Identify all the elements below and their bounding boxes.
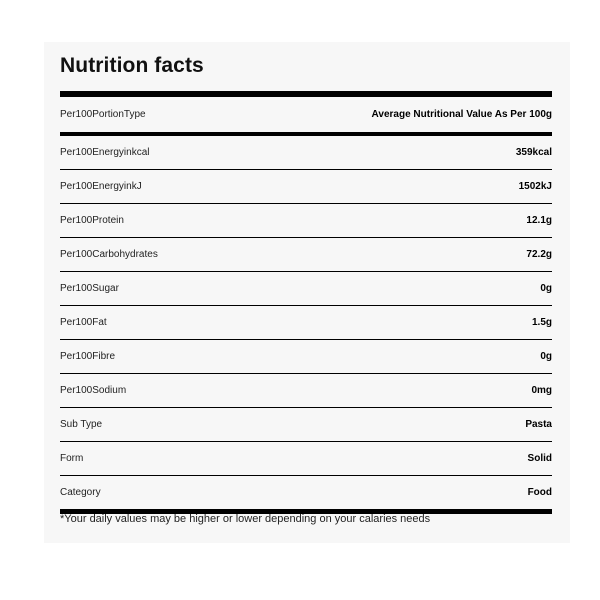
row-label: Form (60, 453, 84, 464)
row-label: Sub Type (60, 419, 103, 430)
table-row (60, 442, 552, 476)
row-label: Per100Protein (60, 215, 124, 226)
table-row (60, 204, 552, 238)
row-label: Per100EnergyinkJ (60, 181, 142, 192)
daily-values-footnote: *Your daily values may be higher or lower depending on your calaries needs (60, 513, 431, 525)
table-row (60, 170, 552, 204)
row-value: 0g (540, 283, 552, 294)
row-label: Per100Fat (60, 317, 107, 328)
row-label: Per100Energyinkcal (60, 147, 150, 158)
table-row (60, 272, 552, 306)
table-row (60, 408, 552, 442)
table-row (60, 306, 552, 340)
table-row (60, 136, 552, 170)
row-value: Pasta (525, 419, 552, 430)
nutrition-facts-panel (44, 42, 570, 543)
table-row (60, 238, 552, 272)
table-header-row (60, 97, 552, 136)
row-label: Per100Sodium (60, 385, 127, 396)
row-value: 0g (540, 351, 552, 362)
row-value: Solid (527, 453, 552, 464)
row-value: Food (527, 487, 552, 498)
table-row (60, 340, 552, 374)
row-label: Per100Fibre (60, 351, 116, 362)
row-value: 1.5g (531, 317, 552, 328)
row-label: Category (60, 487, 101, 498)
row-value: 359kcal (515, 147, 552, 158)
row-value: 72.2g (526, 249, 552, 260)
table-row (60, 374, 552, 408)
header-value: Average Nutritional Value As Per 100g (371, 109, 552, 120)
row-label: Per100Carbohydrates (60, 249, 158, 260)
nutrition-table (60, 91, 552, 514)
header-label: Per100PortionType (60, 109, 146, 120)
row-value: 12.1g (526, 215, 552, 226)
row-value: 1502kJ (518, 181, 552, 192)
row-label: Per100Sugar (60, 283, 119, 294)
row-value: 0mg (531, 385, 552, 396)
nutrition-title: Nutrition facts (60, 54, 204, 77)
table-row (60, 476, 552, 510)
